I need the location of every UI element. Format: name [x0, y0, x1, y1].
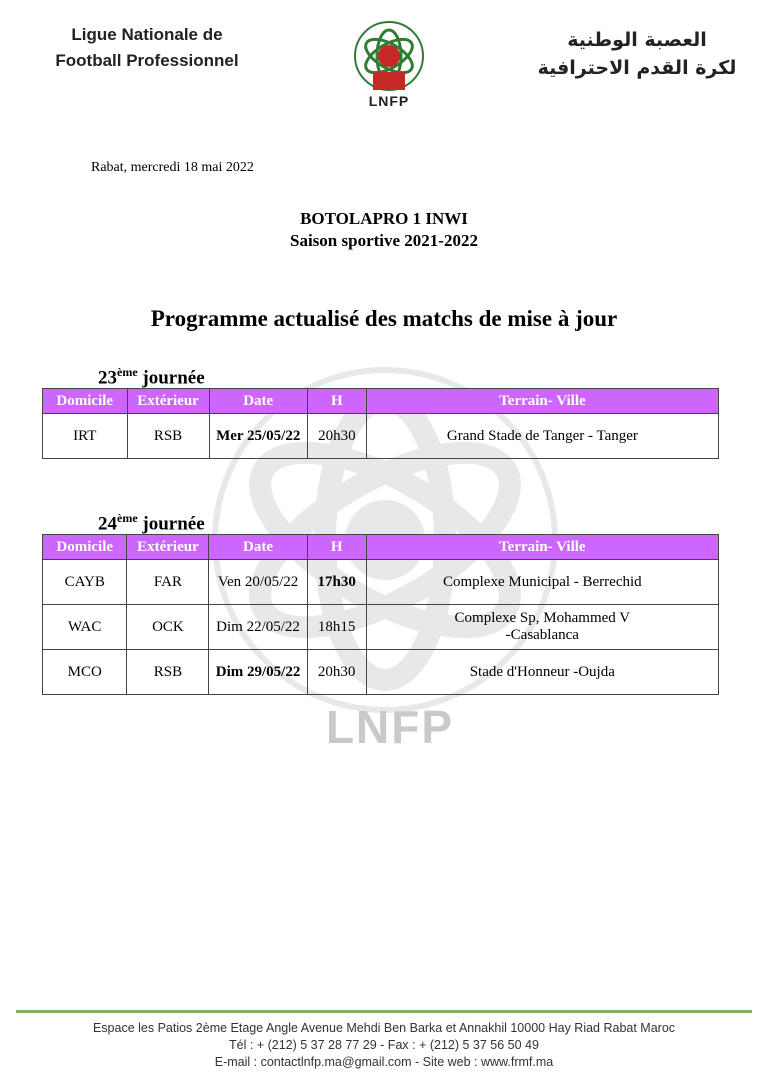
- table-header-row: [43, 389, 719, 414]
- match-venue: [366, 605, 718, 650]
- match-venue: Grand Stade de Tanger - Tanger: [366, 414, 718, 459]
- col-date: Date: [209, 389, 307, 414]
- round-23-table: [42, 388, 719, 459]
- home-team: WAC: [43, 605, 127, 650]
- table-row: [43, 650, 719, 695]
- match-venue: Stade d'Honneur -Oujda: [366, 650, 718, 695]
- footer-phone: Tél : + (212) 5 37 28 77 29 - Fax : + (212) 5 37 56 50 49: [229, 1038, 539, 1052]
- col-away: Extérieur: [127, 389, 209, 414]
- org-name-fr: [52, 22, 242, 74]
- org-name-fr-line1: Ligue Nationale de: [71, 25, 223, 44]
- org-name-ar-line1: العصبة الوطنية: [567, 29, 707, 51]
- match-venue: Complexe Municipal - Berrechid: [366, 560, 718, 605]
- match-time: 20h30: [307, 650, 366, 695]
- col-away: Extérieur: [127, 535, 209, 560]
- watermark-text: LNFP: [325, 701, 455, 753]
- round-23-heading: [98, 365, 205, 389]
- match-date: Ven 20/05/22: [209, 560, 307, 605]
- col-home: Domicile: [43, 389, 128, 414]
- logo-text: LNFP: [368, 93, 410, 109]
- season-title: Saison sportive 2021-2022: [290, 231, 478, 250]
- away-team: RSB: [127, 650, 209, 695]
- match-time: 18h15: [307, 605, 366, 650]
- footer-divider: [16, 1010, 752, 1013]
- round-suffix: ème: [117, 511, 138, 525]
- home-team: MCO: [43, 650, 127, 695]
- table-row: [43, 605, 719, 650]
- round-24-heading: [98, 511, 205, 535]
- match-time: 20h30: [307, 414, 366, 459]
- away-team: FAR: [127, 560, 209, 605]
- org-name-ar-line2: لكرة القدم الاحترافية: [537, 57, 737, 79]
- footer-contact: E-mail : contactlnfp.ma@gmail.com - Site web : www.frmf.ma: [214, 1055, 554, 1069]
- table-header-row: [43, 535, 719, 560]
- dateline: Rabat, mercredi 18 mai 2022: [91, 160, 254, 175]
- venue-line2: -Casablanca: [505, 627, 579, 643]
- round-number: 24: [98, 513, 117, 535]
- home-team: CAYB: [43, 560, 127, 605]
- competition-title: BOTOLAPRO 1 INWI: [300, 209, 468, 228]
- away-team: RSB: [127, 414, 209, 459]
- footer-address: Espace les Patios 2ème Etage Angle Avenue Mehdi Ben Barka et Annakhil 10000 Hay Riad Rabat Maroc: [92, 1021, 676, 1035]
- match-date: Dim 22/05/22: [209, 605, 307, 650]
- col-time: H: [307, 535, 366, 560]
- round-suffix: ème: [117, 365, 138, 379]
- round-label: journée: [142, 513, 205, 535]
- match-date: Dim 29/05/22: [209, 650, 307, 695]
- round-24-table: [42, 534, 719, 695]
- col-home: Domicile: [43, 535, 127, 560]
- away-team: OCK: [127, 605, 209, 650]
- table-row: [43, 560, 719, 605]
- col-venue: Terrain- Ville: [366, 389, 718, 414]
- org-name-ar: [532, 26, 742, 82]
- col-venue: Terrain- Ville: [366, 535, 718, 560]
- venue-line1: Complexe Sp, Mohammed V: [454, 610, 631, 626]
- org-name-fr-line2: Football Professionnel: [55, 51, 239, 70]
- home-team: IRT: [43, 414, 128, 459]
- round-label: journée: [142, 367, 205, 389]
- col-time: H: [307, 389, 366, 414]
- match-time: 17h30: [307, 560, 366, 605]
- page-heading: Programme actualisé des matchs de mise à jour: [150, 306, 618, 331]
- col-date: Date: [209, 535, 307, 560]
- table-row: [43, 414, 719, 459]
- match-date: Mer 25/05/22: [209, 414, 307, 459]
- round-number: 23: [98, 367, 117, 389]
